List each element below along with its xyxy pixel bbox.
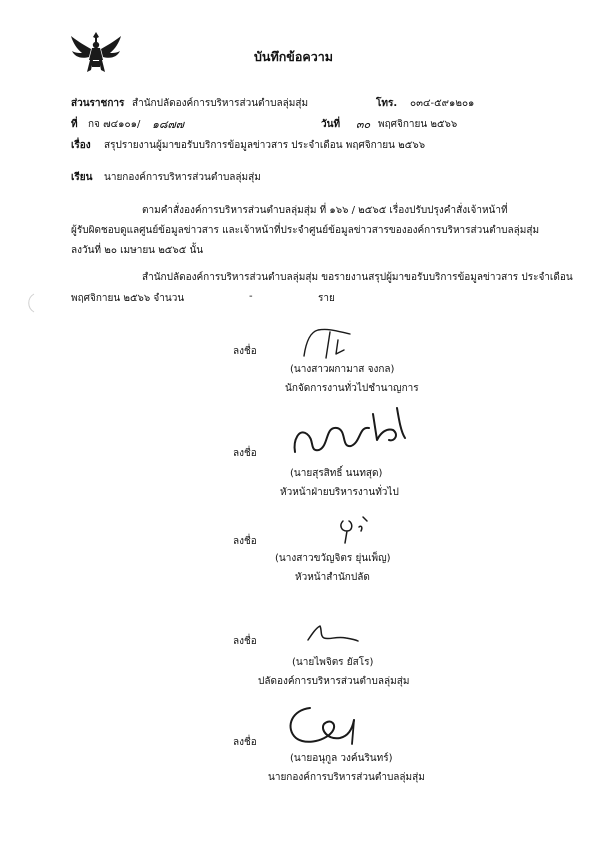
handwritten-signature-icon bbox=[333, 513, 373, 547]
signature-4-position: ปลัดองค์การบริหารส่วนตำบลลุ่มสุ่ม bbox=[258, 676, 410, 687]
phone-value: ๐๓๔-๕๙๑๒๐๑ bbox=[410, 98, 475, 109]
memo-title: บันทึกข้อความ bbox=[254, 49, 333, 64]
date-value: พฤศจิกายน ๒๕๖๖ bbox=[378, 119, 458, 130]
subject-label: เรื่อง bbox=[71, 140, 91, 151]
agency-label: ส่วนราชการ bbox=[71, 98, 125, 109]
signature-4-label: ลงชื่อ bbox=[233, 636, 257, 647]
handwritten-signature-icon bbox=[280, 700, 370, 748]
body-paragraph-2-line-1: สำนักปลัดองค์การบริหารส่วนตำบลลุ่มสุ่ม ขอรายงานสรุปผู้มาขอรับบริการข้อมูลข่าวสาร ประจำเดือน bbox=[142, 272, 573, 283]
handwritten-signature-icon bbox=[296, 322, 366, 364]
signature-5-position: นายกองค์การบริหารส่วนตำบลลุ่มสุ่ม bbox=[268, 772, 425, 783]
salutation-label: เรียน bbox=[71, 172, 93, 183]
handwritten-signature-icon bbox=[302, 620, 362, 646]
signature-1-name: (นางสาวผกามาส จงกล) bbox=[290, 364, 395, 375]
body-paragraph-1-line-2: ผู้รับผิดชอบดูแลศูนย์ข้อมูลข่าวสาร และเจ้าหน้าที่ประจำศูนย์ข้อมูลข่าวสารขององค์การบริหารส่วนตำบลลุ่มสุ่ม bbox=[71, 225, 540, 236]
date-day-handwritten: ๓๐ bbox=[356, 118, 371, 131]
signature-2-position: หัวหน้าฝ่ายบริหารงานทั่วไป bbox=[280, 487, 399, 498]
ref-label: ที่ bbox=[71, 119, 78, 130]
body-paragraph-1-line-3: ลงวันที่ ๒๐ เมษายน ๒๕๖๕ นั้น bbox=[71, 245, 204, 256]
garuda-emblem-icon bbox=[70, 30, 122, 77]
signature-3-label: ลงชื่อ bbox=[233, 536, 257, 547]
signature-2-label: ลงชื่อ bbox=[233, 448, 257, 459]
punch-hole-mark bbox=[24, 292, 38, 317]
date-label: วันที่ bbox=[321, 119, 341, 130]
agency-value: สำนักปลัดองค์การบริหารส่วนตำบลลุ่มสุ่ม bbox=[132, 98, 309, 109]
signature-1-label: ลงชื่อ bbox=[233, 346, 257, 357]
signature-1-position: นักจัดการงานทั่วไปชำนาญการ bbox=[285, 383, 419, 394]
signature-3-name: (นางสาวขวัญจิตร ยุ่นเพ็ญ) bbox=[275, 553, 391, 564]
body-paragraph-2-count: - bbox=[249, 291, 253, 302]
body-paragraph-1-line-1: ตามคำสั่งองค์การบริหารส่วนตำบลลุ่มสุ่ม ที่ ๑๖๖ / ๒๕๖๕ เรื่องปรับปรุงคำสั่งเจ้าหน้าที่ bbox=[142, 205, 508, 216]
phone-label: โทร. bbox=[376, 98, 398, 109]
handwritten-signature-icon bbox=[285, 400, 415, 458]
signature-4-name: (นายไพจิตร ยัสโร) bbox=[292, 657, 374, 668]
body-paragraph-2-line-2a: พฤศจิกายน ๒๕๖๖ จำนวน bbox=[71, 293, 185, 304]
signature-5-name: (นายอนุกูล วงค์นรินทร์) bbox=[290, 753, 393, 764]
ref-handwritten: ๑๘๗๗ bbox=[152, 118, 185, 131]
salutation-value: นายกองค์การบริหารส่วนตำบลลุ่มสุ่ม bbox=[104, 172, 261, 183]
signature-2-name: (นายสุรสิทธิ์ นนทสุด) bbox=[290, 468, 383, 479]
signature-5-label: ลงชื่อ bbox=[233, 737, 257, 748]
subject-value: สรุปรายงานผู้มาขอรับบริการข้อมูลข่าวสาร ประจำเดือน พฤศจิกายน ๒๕๖๖ bbox=[104, 140, 426, 151]
body-paragraph-2-line-2c: ราย bbox=[318, 293, 335, 304]
signature-3-position: หัวหน้าสำนักปลัด bbox=[295, 572, 370, 583]
ref-value: กจ ๗๔๑๐๑/ bbox=[88, 119, 141, 130]
